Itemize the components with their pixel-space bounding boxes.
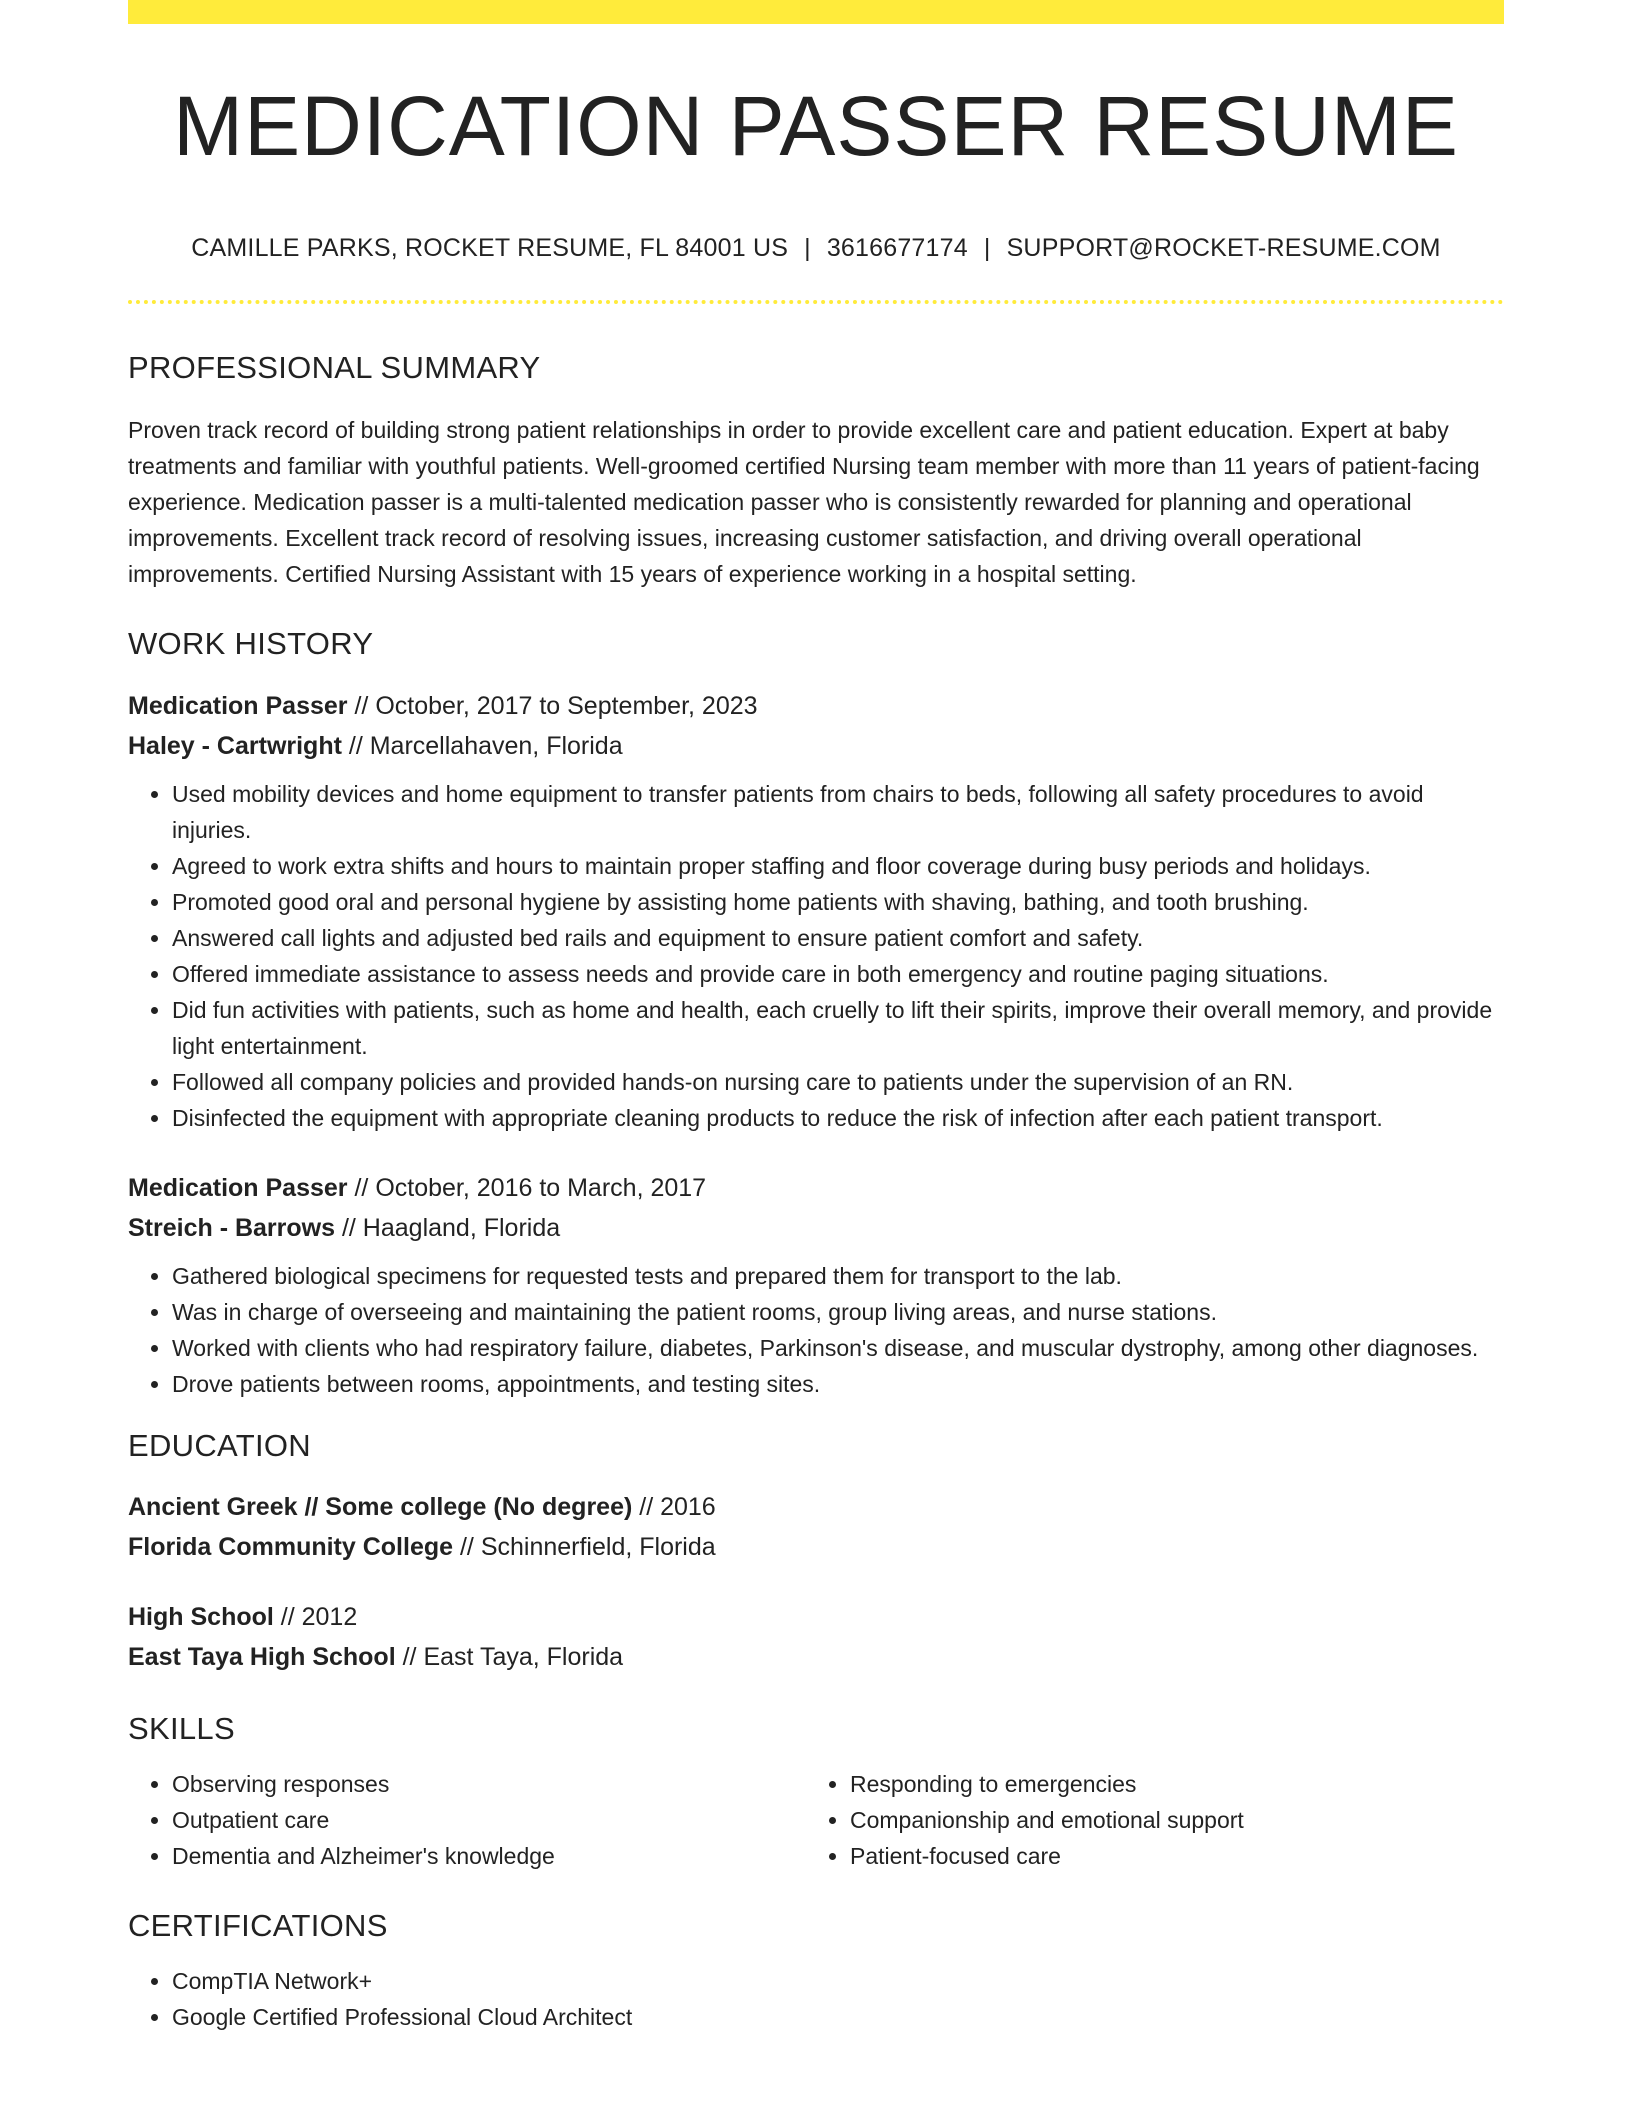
list-item: • Used mobility devices and home equipment to transfer patients from chairs to beds, following all safety procedures to avoid injuries. bbox=[172, 776, 1504, 848]
education-degree: Ancient Greek // Some college (No degree) bbox=[128, 1493, 633, 1521]
summary-heading: PROFESSIONAL SUMMARY bbox=[128, 350, 541, 385]
job-title: Medication Passer bbox=[128, 1174, 348, 1202]
summary-text: Proven track record of building strong patient relationships in order to provide excellent care and patient education. Expert at baby treatments and familiar with youthful patients. Well-groomed certified Nursing team member with more than 11 years of patient-facing experience. Medication passer is a multi-talented medication passer who is consistently rewarded for planning and operational improvements. Excellent track record of resolving issues, increasing customer satisfaction, and driving overall operational improvements. Certified Nursing Assistant with 15 years of experience working in a hospital setting. bbox=[128, 417, 1480, 587]
contact-email: SUPPORT@ROCKET-RESUME.COM bbox=[1006, 234, 1441, 262]
certifications-list bbox=[128, 1963, 1504, 2035]
job-title-line bbox=[128, 1168, 1504, 1208]
list-item: • Agreed to work extra shifts and hours to maintain proper staffing and floor coverage during busy periods and holidays. bbox=[172, 848, 1504, 884]
list-item: • Was in charge of overseeing and maintaining the patient rooms, group living areas, and nurse stations. bbox=[172, 1294, 1504, 1330]
job-entry bbox=[128, 1168, 1504, 1402]
list-item: • Dementia and Alzheimer's knowledge bbox=[172, 1838, 806, 1874]
job-company: Streich - Barrows bbox=[128, 1214, 336, 1242]
list-item: • Followed all company policies and provided hands-on nursing care to patients under the supervision of an RN. bbox=[172, 1064, 1504, 1100]
job-duties-list bbox=[128, 776, 1504, 1136]
contact-line bbox=[128, 236, 1504, 261]
education-school-line bbox=[128, 1527, 1504, 1567]
job-title: Medication Passer bbox=[128, 692, 348, 720]
list-item: • Answered call lights and adjusted bed rails and equipment to ensure patient comfort and safety. bbox=[172, 920, 1504, 956]
education-year: // 2012 bbox=[273, 1603, 358, 1631]
job-dates: // October, 2016 to March, 2017 bbox=[347, 1174, 707, 1202]
list-item: • Disinfected the equipment with appropriate cleaning products to reduce the risk of infection after each patient transport. bbox=[172, 1100, 1504, 1136]
list-item: • Responding to emergencies bbox=[850, 1766, 1484, 1802]
contact-phone: 3616677174 bbox=[826, 234, 968, 262]
page-title: MEDICATION PASSER RESUME bbox=[173, 79, 1459, 173]
education-school: East Taya High School bbox=[128, 1643, 396, 1671]
list-item: • Worked with clients who had respiratory failure, diabetes, Parkinson's disease, and muscular dystrophy, among other diagnoses. bbox=[172, 1330, 1504, 1366]
job-location: // Haagland, Florida bbox=[335, 1214, 561, 1242]
list-item: • Patient-focused care bbox=[850, 1838, 1484, 1874]
list-item: • Offered immediate assistance to assess needs and provide care in both emergency and routine paging situations. bbox=[172, 956, 1504, 992]
top-accent-bar bbox=[128, 0, 1504, 24]
job-location: // Marcellahaven, Florida bbox=[341, 732, 623, 760]
education-degree-line bbox=[128, 1487, 1504, 1527]
job-title-line bbox=[128, 686, 1504, 726]
skills-list-right bbox=[806, 1766, 1484, 1874]
summary-section bbox=[128, 352, 1504, 592]
education-entry bbox=[128, 1487, 1504, 1567]
education-year: // 2016 bbox=[632, 1493, 716, 1521]
job-company: Haley - Cartwright bbox=[128, 732, 342, 760]
list-item: • Did fun activities with patients, such as home and health, each cruelly to lift their spirits, improve their overall memory, and provide light entertainment. bbox=[172, 992, 1504, 1064]
education-school: Florida Community College bbox=[128, 1533, 454, 1561]
job-dates: // October, 2017 to September, 2023 bbox=[347, 692, 758, 720]
certifications-heading: CERTIFICATIONS bbox=[128, 1908, 388, 1943]
skills-columns bbox=[128, 1766, 1504, 1874]
education-section bbox=[128, 1430, 1504, 1677]
job-duties-list bbox=[128, 1258, 1504, 1402]
list-item: • Google Certified Professional Cloud Architect bbox=[172, 1999, 1504, 2035]
list-item: • Observing responses bbox=[172, 1766, 806, 1802]
education-degree: High School bbox=[128, 1603, 274, 1631]
education-location: // Schinnerfield, Florida bbox=[453, 1533, 716, 1561]
certifications-section bbox=[128, 1910, 1504, 2035]
list-item: • Promoted good oral and personal hygiene by assisting home patients with shaving, bathing, and tooth brushing. bbox=[172, 884, 1504, 920]
education-location: // East Taya, Florida bbox=[395, 1643, 624, 1671]
contact-address: CAMILLE PARKS, ROCKET RESUME, FL 84001 US bbox=[191, 234, 789, 262]
list-item: • Outpatient care bbox=[172, 1802, 806, 1838]
job-company-line bbox=[128, 1208, 1504, 1248]
education-degree-line bbox=[128, 1597, 1504, 1637]
job-entry bbox=[128, 686, 1504, 1136]
resume-page bbox=[128, 0, 1504, 2035]
skills-list-left bbox=[128, 1766, 806, 1874]
contact-separator: | bbox=[804, 234, 811, 262]
work-history-section bbox=[128, 628, 1504, 1402]
education-school-line bbox=[128, 1637, 1504, 1677]
education-entry bbox=[128, 1597, 1504, 1677]
dotted-divider bbox=[128, 300, 1504, 304]
education-heading: EDUCATION bbox=[128, 1428, 311, 1463]
skills-section bbox=[128, 1713, 1504, 1874]
work-history-heading: WORK HISTORY bbox=[128, 626, 374, 661]
list-item: • Gathered biological specimens for requested tests and prepared them for transport to the lab. bbox=[172, 1258, 1504, 1294]
contact-separator: | bbox=[983, 234, 991, 262]
list-item: • Companionship and emotional support bbox=[850, 1802, 1484, 1838]
list-item: • Drove patients between rooms, appointments, and testing sites. bbox=[172, 1366, 1504, 1402]
skills-heading: SKILLS bbox=[128, 1711, 235, 1746]
job-company-line bbox=[128, 726, 1504, 766]
list-item: • CompTIA Network+ bbox=[172, 1963, 1504, 1999]
